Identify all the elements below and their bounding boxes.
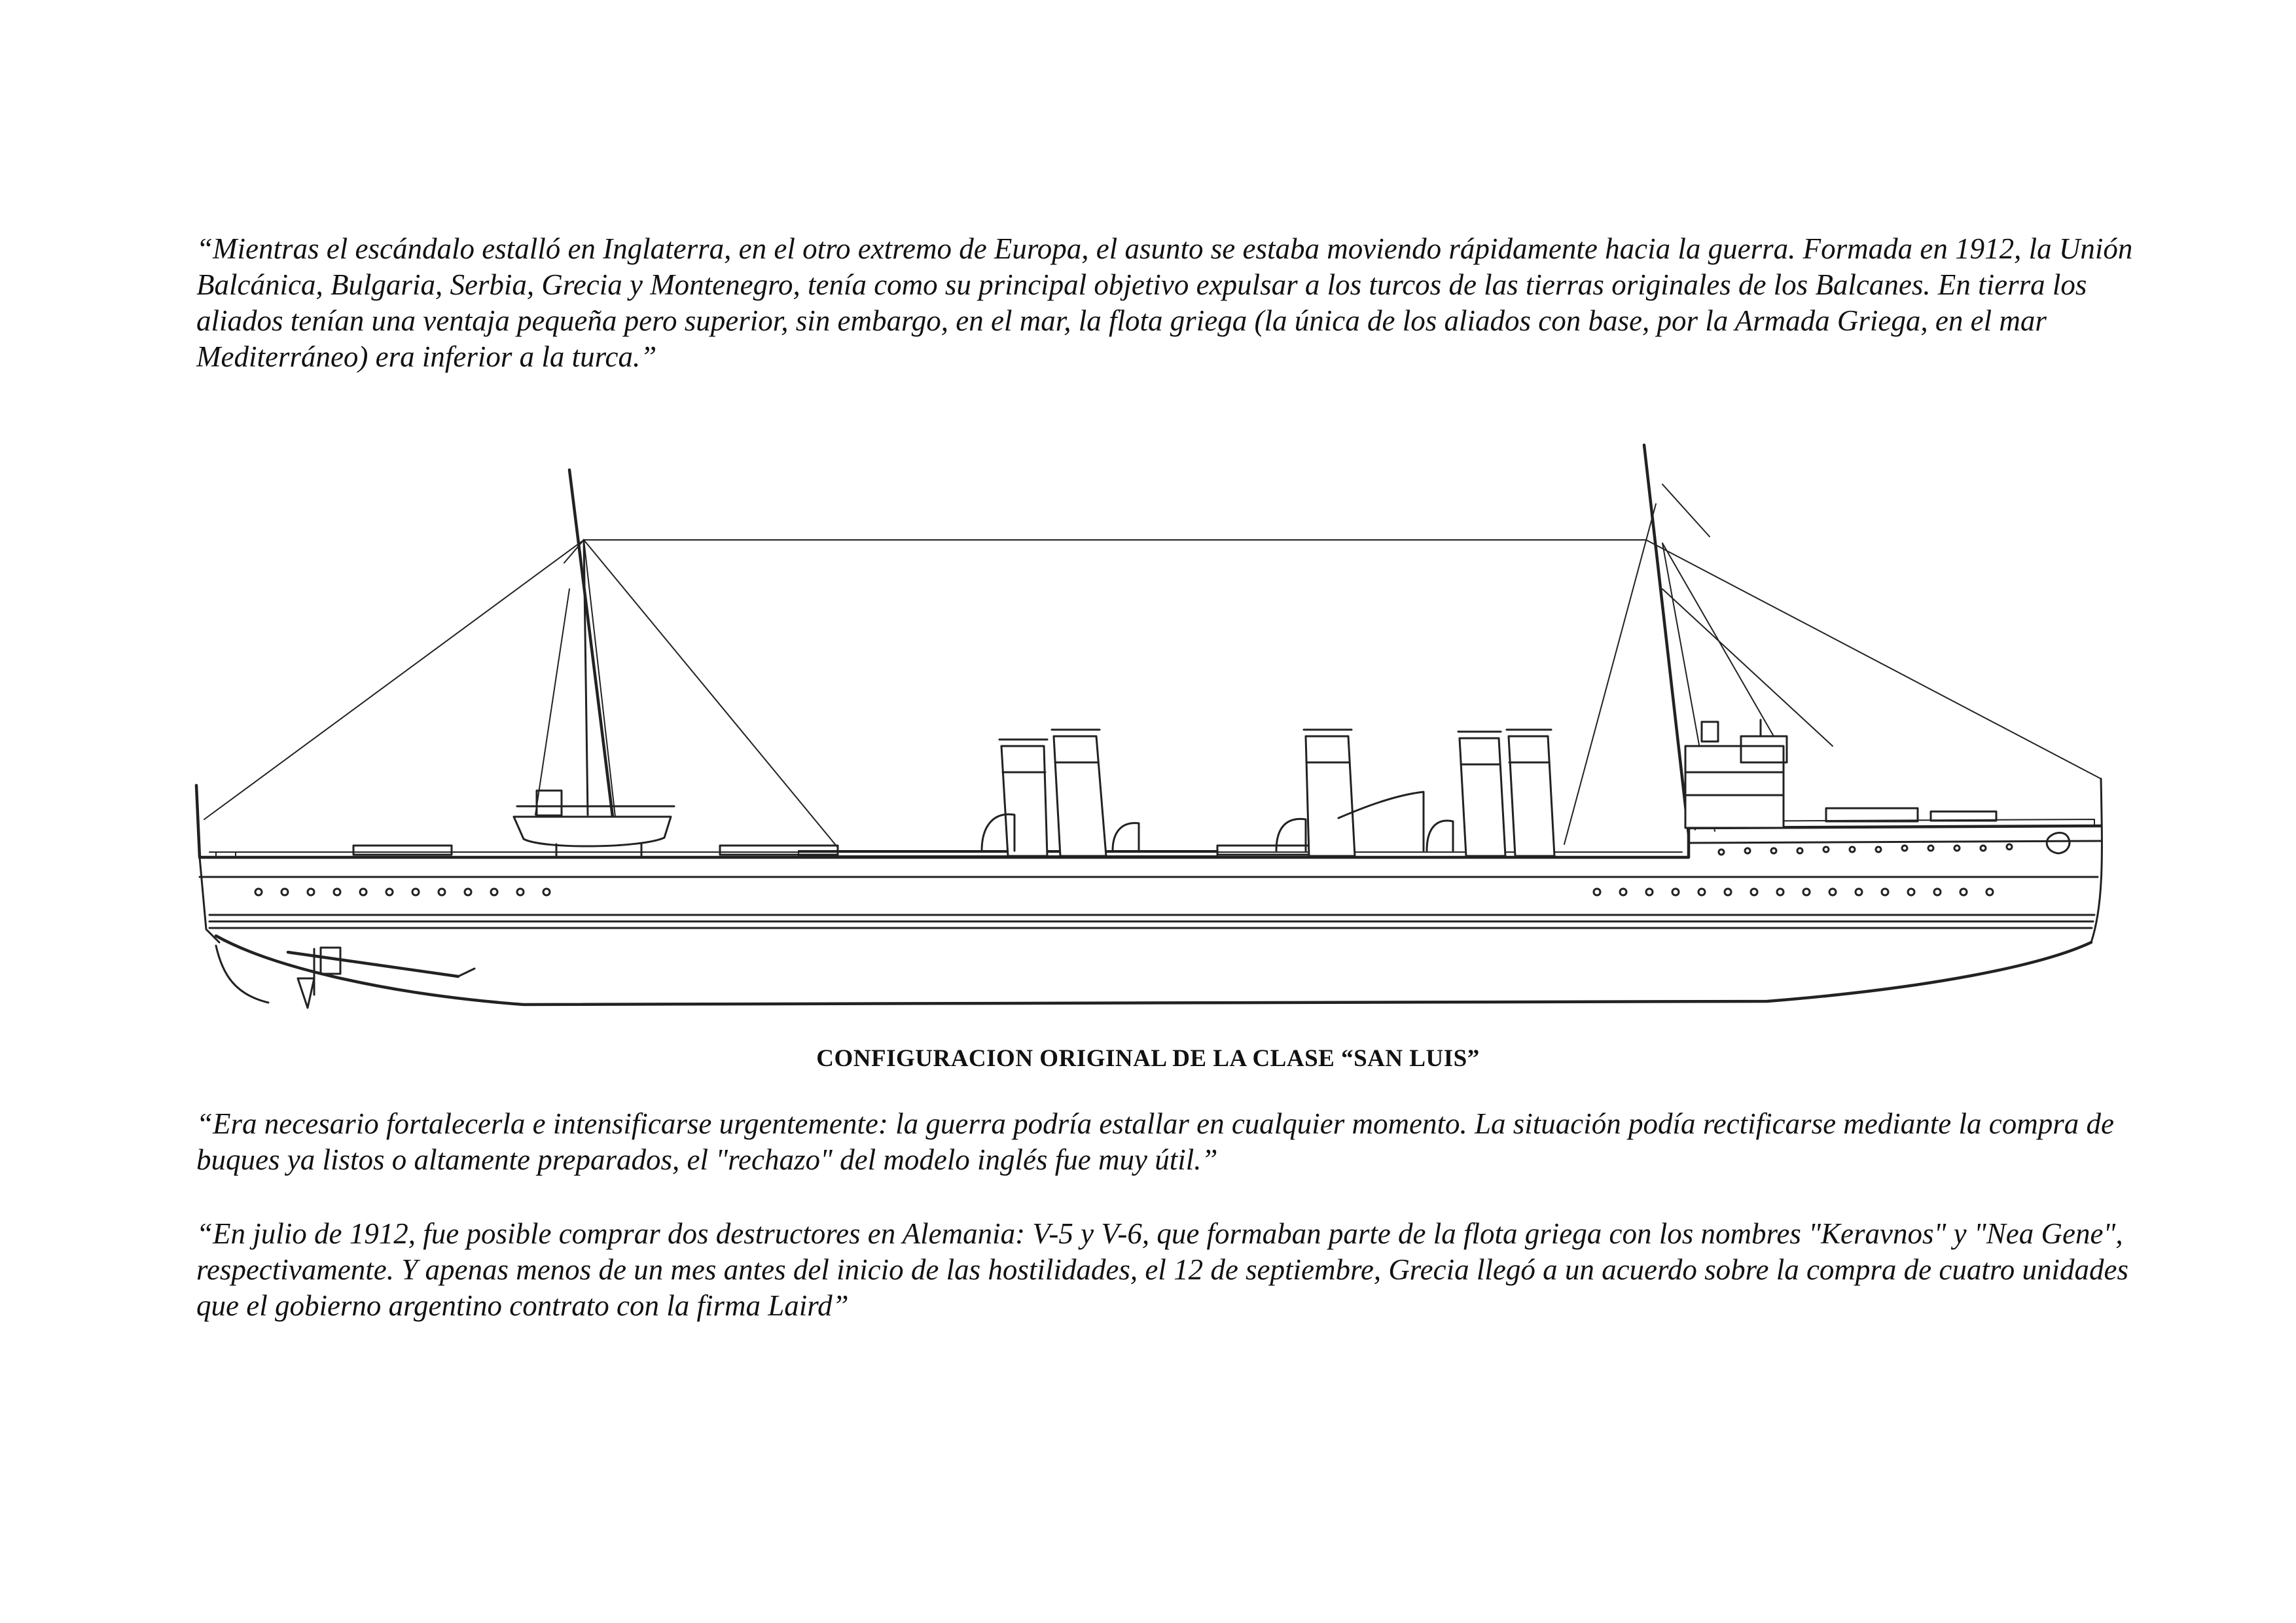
deck-railing [209,819,2094,857]
aft-mast [204,470,838,847]
ventilators [982,792,1453,851]
intro-paragraph: “Mientras el escándalo estalló en Inglaterra, en el otro extremo de Europa, el asunto se estaba moviendo rápidamente hacia la guerra. Formada en 1912, la Unión Balcánica, Bulgaria, Serbia, Grecia y Montenegro, tenía como su principal objetivo expulsar a los turcos de las tierras originales de los Balcanes. En tierra los aliados tenían una ventaja pequeña pero superior, sin embargo, en el mar, la flota griega (la única de los aliados con base, por la Armada Griega, en el mar Mediterráneo) era inferior a la turca.” [196,232,2133,373]
body-paragraph-2: “En julio de 1912, fue posible comprar dos destructores en Alemania: V-5 y V-6, que formaban parte de la flota griega con los nombres "Keravnos" y "Nea Gene", respectivamente. Y apenas menos de un mes antes del inicio de las hostilidades, el 12 de septiembre, Grecia llegó a un acuerdo sobre la compra de cuatro unidades que el gobierno argentino contrato con la firma Laird” [196,1217,2128,1322]
foremast [1564,445,2101,844]
body-paragraph-1: “Era necesario fortalecerla e intensificarse urgentemente: la guerra podría estallar en cualquier momento. La situación podía rectificarse mediante la compra de buques ya listos o altamente preparados, el "rechazo" del modelo inglés fue muy útil.” [196,1107,2114,1176]
figure-caption: CONFIGURACION ORIGINAL DE LA CLASE “SAN LUIS” [816,1045,1480,1072]
anchor-icon [2047,833,2070,854]
rudder-and-propeller [288,948,475,1008]
bridge-structure [1685,720,1787,828]
hull [196,779,2102,1005]
